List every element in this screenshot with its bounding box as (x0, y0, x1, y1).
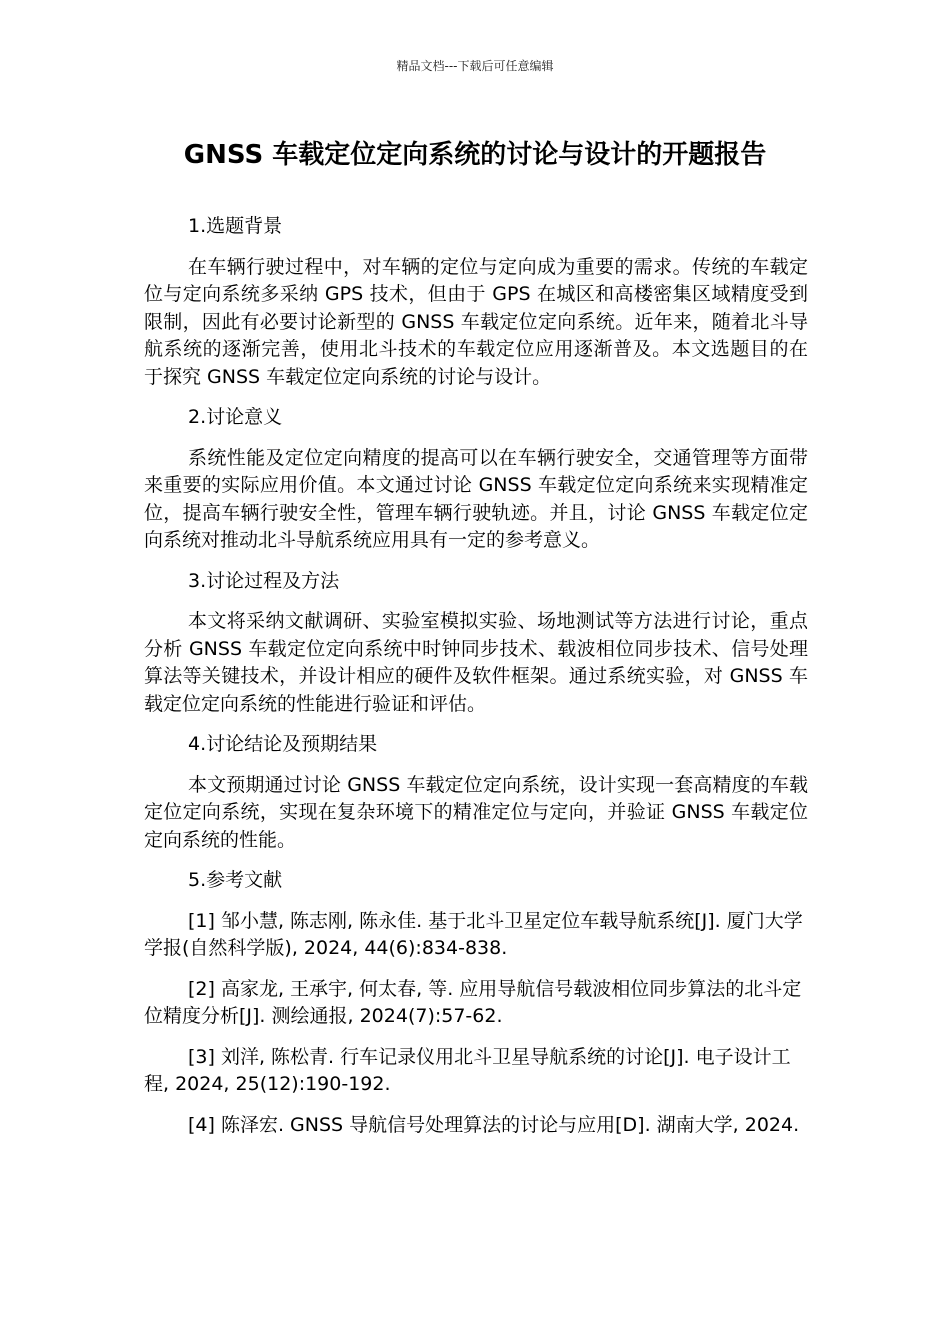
reference-item: [4] 陈泽宏. GNSS 导航信号处理算法的讨论与应用[D]. 湖南大学, 2024. (188, 1113, 800, 1136)
section-heading-references: 5.参考文献 (188, 869, 283, 891)
document-title: GNSS 车载定位定向系统的讨论与设计的开题报告 (183, 140, 767, 170)
section-body-conclusions: 本文预期通过讨论 GNSS 车载定位定向系统，设计实现一套高精度的车载定位定向系统，实现在复杂环境下的精准定位与定向，并验证 GNSS 车载定位定向系统的性能。 (144, 773, 808, 851)
document-body (144, 213, 808, 1152)
section-heading-conclusions: 4.讨论结论及预期结果 (188, 733, 378, 755)
header-watermark: 精品文档---下载后可任意编辑 (396, 59, 554, 73)
section-body-significance: 系统性能及定位定向精度的提高可以在车辆行驶安全，交通管理等方面带来重要的实际应用价值。本文通过讨论 GNSS 车载定位定向系统来实现精准定位，提高车辆行驶安全性，管理车辆行驶轨迹。并且，讨论 GNSS 车载定位定向系统对推动北斗导航系统应用具有一定的参考意义。 (144, 446, 808, 551)
section-body-background: 在车辆行驶过程中，对车辆的定位与定向成为重要的需求。传统的车载定位与定向系统多采纳 GPS 技术，但由于 GPS 在城区和高楼密集区域精度受到限制，因此有必要讨论新型的 GNSS 车载定位定向系统。近年来，随着北斗导航系统的逐渐完善，使用北斗技术的车载定位应用逐渐普及。本文选题目的在于探究 GNSS 车载定位定向系统的讨论与设计。 (144, 255, 808, 388)
reference-item: [3] 刘洋, 陈松青. 行车记录仪用北斗卫星导航系统的讨论[J]. 电子设计工程, 2024, 25(12):190-192. (144, 1045, 791, 1095)
section-heading-methods: 3.讨论过程及方法 (188, 569, 340, 592)
reference-item: [2] 高家龙, 王承宇, 何太春, 等. 应用导航信号载波相位同步算法的北斗定位精度分析[J]. 测绘通报, 2024(7):57-62. (144, 977, 802, 1027)
reference-item: [1] 邹小慧, 陈志刚, 陈永佳. 基于北斗卫星定位车载导航系统[J]. 厦门大学学报(自然科学版), 2024, 44(6):834-838. (144, 909, 803, 959)
reference-list (144, 908, 808, 1140)
section-heading-significance: 2.讨论意义 (188, 406, 283, 428)
section-heading-background: 1.选题背景 (188, 215, 283, 237)
section-body-methods: 本文将采纳文献调研、实验室模拟实验、场地测试等方法进行讨论，重点分析 GNSS 车载定位定向系统中时钟同步技术、载波相位同步技术、信号处理算法等关键技术，并设计相应的硬件及软件框架。通过系统实验，对 GNSS 车载定位定向系统的性能进行验证和评估。 (144, 610, 808, 715)
